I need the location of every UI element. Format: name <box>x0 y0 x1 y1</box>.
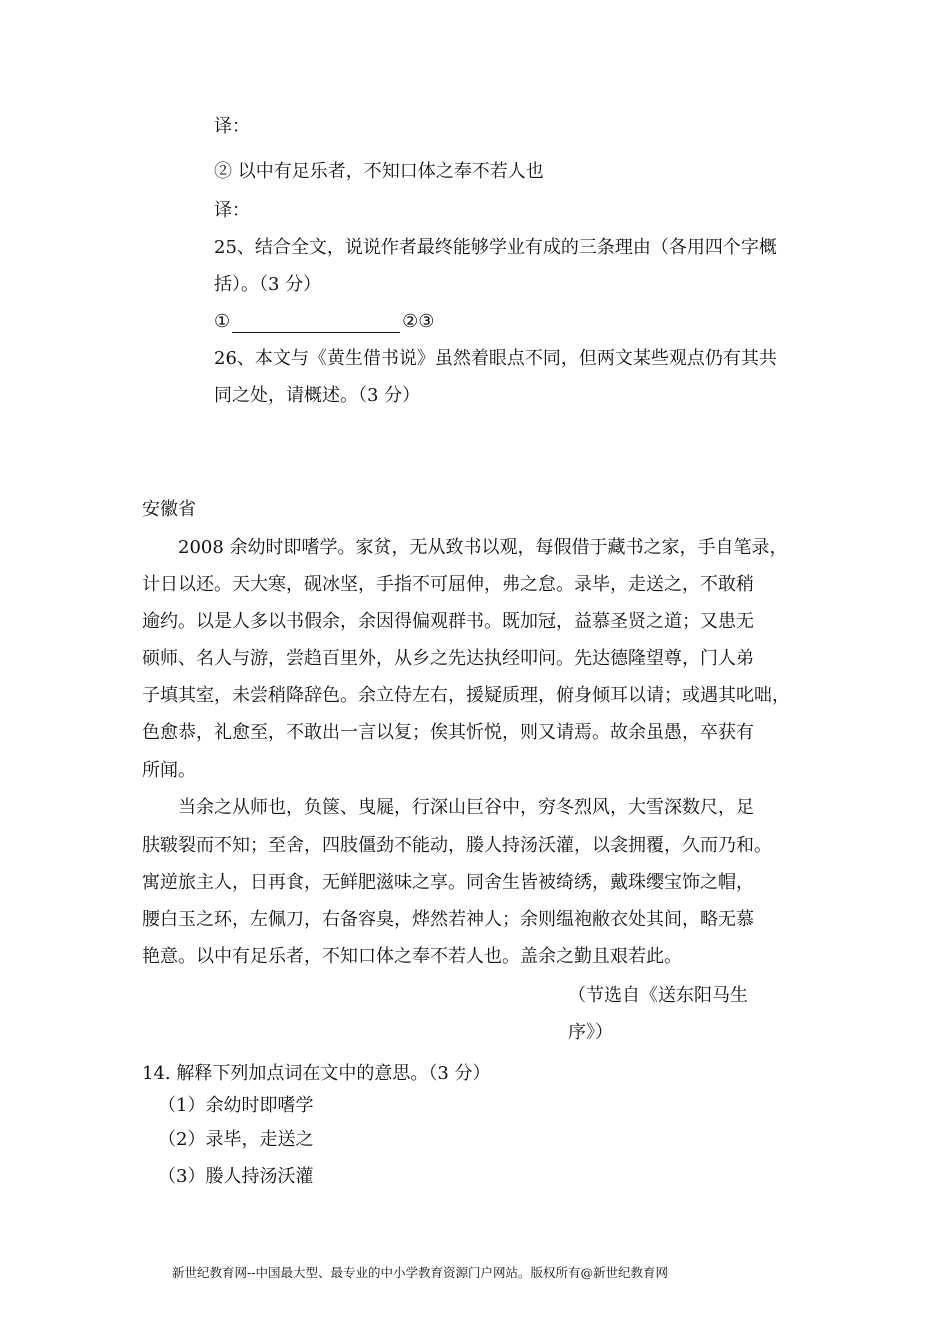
source-attribution-line-2: 序》） <box>568 1022 613 1043</box>
answer-blank-line <box>214 311 434 333</box>
question-14-item: （3）媵人持汤沃灌 <box>158 1166 314 1187</box>
question-14: 14. 解释下列加点词在文中的意思。（3 分） <box>142 1063 491 1084</box>
paragraph-2-line: 当余之从师也，负箧、曳屣，行深山巨谷中，穷冬烈风，大雪深数尺，足 <box>178 797 754 818</box>
paragraph-2-line: 腰白玉之环，左佩刀，右备容臭，烨然若神人；余则缊袍敝衣处其间，略无慕 <box>142 909 754 930</box>
paragraph-1-line: 硕师、名人与游，尝趋百里外，从乡之先达执经叩问。先达德隆望尊，门人弟 <box>142 648 754 669</box>
source-attribution-line-1: （节选自《送东阳马生 <box>568 985 748 1006</box>
paragraph-1-line: 逾约。以是人多以书假余，余因得偏观群书。既加冠，益慕圣贤之道；又患无 <box>142 611 754 632</box>
question-26-line-2: 同之处，请概述。（3 分） <box>214 385 421 406</box>
paragraph-2-line: 寓逆旅主人，日再食，无鲜肥滋味之享。同舍生皆被绮绣，戴珠缨宝饰之帽， <box>142 872 754 893</box>
paragraph-1-line: 色愈恭，礼愈至，不敢出一言以复；俟其忻悦，则又请焉。故余虽愚，卒获有 <box>142 722 754 743</box>
page-footer: 新世纪教育网--中国最大型、最专业的中小学教育资源门户网站。版权所有@新世纪教育网 <box>172 1265 668 1280</box>
question-26-line-1: 26、本文与《黄生借书说》虽然着眼点不同，但两文某些观点仍有其共 <box>214 348 777 369</box>
question-25-line-1: 25、结合全文，说说作者最终能够学业有成的三条理由（各用四个字概 <box>214 237 777 258</box>
paragraph-1-line: 子填其室，未尝稍降辞色。余立侍左右，援疑质理，俯身倾耳以请；或遇其叱咄， <box>142 685 790 706</box>
translate-label-2: 译： <box>214 200 250 221</box>
question-25-line-2: 括）。（3 分） <box>214 274 322 295</box>
question-14-item: （2）录毕，走送之 <box>158 1129 314 1150</box>
question-14-item: （1）余幼时即嗜学 <box>158 1095 314 1116</box>
paragraph-2-line: 艳意。以中有足乐者，不知口体之奉不若人也。盖余之勤且艰若此。 <box>142 946 682 967</box>
translate-label-1: 译： <box>214 116 250 137</box>
paragraph-2-line: 肤皲裂而不知；至舍，四肢僵劲不能动，媵人持汤沃灌，以衾拥覆，久而乃和。 <box>142 835 772 856</box>
answer-blank[interactable] <box>232 312 400 333</box>
blank-marker-1: ① <box>214 311 231 332</box>
paragraph-1-line: 所闻。 <box>142 760 196 781</box>
blank-marker-2-3: ②③ <box>402 311 435 332</box>
province-heading: 安徽省 <box>142 499 196 520</box>
paragraph-1-line: 计日以还。天大寒，砚冰坚，手指不可屈伸，弗之怠。录毕，走送之，不敢稍 <box>142 574 754 595</box>
paragraph-1-line: 2008 余幼时即嗜学。家贫，无从致书以观，每假借于藏书之家，手自笔录， <box>178 537 788 558</box>
question-item-2: ② 以中有足乐者，不知口体之奉不若人也 <box>214 161 544 182</box>
